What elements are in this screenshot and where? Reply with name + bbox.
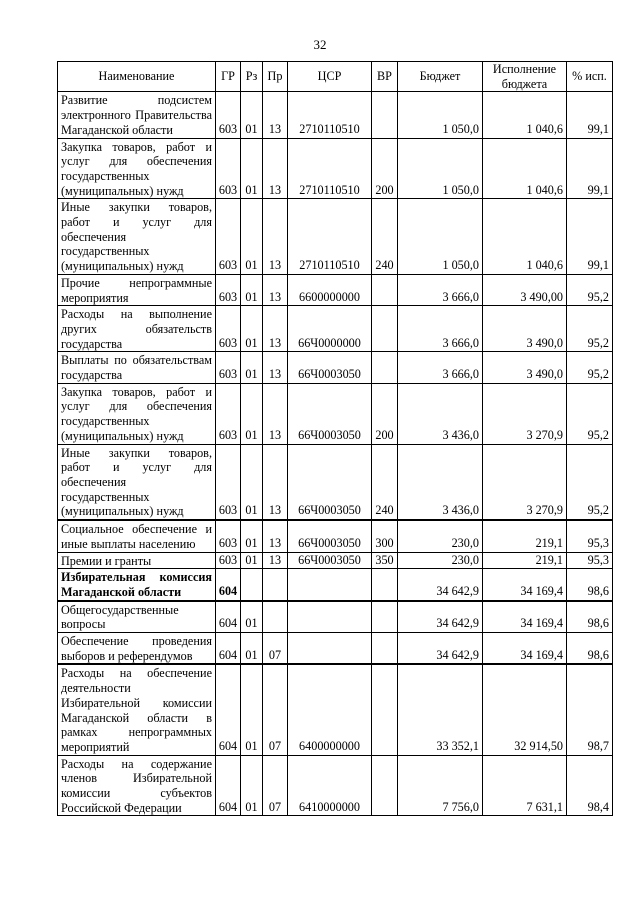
cell-rz: 01: [241, 138, 263, 199]
cell-rz: 01: [241, 633, 263, 665]
cell-percent: 95,2: [567, 274, 613, 305]
cell-rz: 01: [241, 274, 263, 305]
cell-budget: 3 666,0: [398, 306, 483, 352]
cell-budget: 1 050,0: [398, 138, 483, 199]
table-row: [58, 633, 613, 665]
cell-name: Премии и гранты: [58, 552, 216, 569]
cell-name: Развитие подсистем электронного Правительства Магаданской области: [58, 92, 216, 138]
cell-csr: [288, 601, 372, 633]
table-row: [58, 138, 613, 199]
header-row: [58, 62, 613, 92]
cell-percent: 98,6: [567, 633, 613, 665]
cell-rz: 01: [241, 352, 263, 383]
cell-name: Закупка товаров, работ и услуг для обеспечения государственных (муниципальных) нужд: [58, 138, 216, 199]
cell-execution: 219,1: [483, 520, 567, 552]
cell-execution: 32 914,50: [483, 664, 567, 755]
cell-csr: 66Ч0000000: [288, 306, 372, 352]
cell-csr: 66Ч0003050: [288, 444, 372, 520]
cell-percent: 99,1: [567, 92, 613, 138]
cell-execution: 7 631,1: [483, 755, 567, 816]
cell-execution: 3 490,00: [483, 274, 567, 305]
cell-vr: 200: [372, 138, 398, 199]
cell-percent: 98,4: [567, 755, 613, 816]
header-execution: Исполнение бюджета: [483, 62, 567, 92]
cell-percent: 95,2: [567, 306, 613, 352]
cell-csr: 66Ч0003050: [288, 552, 372, 569]
cell-name: Закупка товаров, работ и услуг для обеспечения государственных (муниципальных) нужд: [58, 383, 216, 444]
header-csr: ЦСР: [288, 62, 372, 92]
cell-budget: 1 050,0: [398, 199, 483, 275]
cell-rz: 01: [241, 755, 263, 816]
cell-percent: 98,6: [567, 569, 613, 601]
cell-rz: 01: [241, 444, 263, 520]
cell-rz: 01: [241, 92, 263, 138]
cell-percent: 95,3: [567, 520, 613, 552]
cell-name: Прочие непрограммные мероприятия: [58, 274, 216, 305]
cell-vr: 350: [372, 552, 398, 569]
cell-budget: 3 666,0: [398, 274, 483, 305]
cell-budget: 3 666,0: [398, 352, 483, 383]
cell-vr: [372, 633, 398, 665]
header-pr: Пр: [263, 62, 288, 92]
table-row: [58, 755, 613, 816]
cell-vr: 240: [372, 444, 398, 520]
cell-percent: 99,1: [567, 199, 613, 275]
cell-budget: 230,0: [398, 552, 483, 569]
cell-vr: 200: [372, 383, 398, 444]
cell-execution: 34 169,4: [483, 633, 567, 665]
cell-execution: 34 169,4: [483, 569, 567, 601]
cell-gr: 604: [216, 755, 241, 816]
cell-pr: 07: [263, 633, 288, 665]
header-gr: ГР: [216, 62, 241, 92]
cell-gr: 603: [216, 92, 241, 138]
cell-execution: 1 040,6: [483, 92, 567, 138]
table-row: [58, 352, 613, 383]
table-row: [58, 601, 613, 633]
cell-percent: 95,3: [567, 552, 613, 569]
cell-csr: 66Ч0003050: [288, 520, 372, 552]
cell-rz: 01: [241, 601, 263, 633]
cell-pr: 13: [263, 444, 288, 520]
cell-rz: 01: [241, 664, 263, 755]
cell-rz: 01: [241, 552, 263, 569]
header-vr: ВР: [372, 62, 398, 92]
cell-gr: 603: [216, 383, 241, 444]
cell-gr: 603: [216, 199, 241, 275]
cell-name: Расходы на содержание членов Избирательной комиссии субъектов Российской Федерации: [58, 755, 216, 816]
cell-budget: 3 436,0: [398, 444, 483, 520]
cell-csr: 66Ч0003050: [288, 352, 372, 383]
table-row: [58, 664, 613, 755]
cell-execution: 219,1: [483, 552, 567, 569]
header-name: Наименование: [58, 62, 216, 92]
cell-budget: 7 756,0: [398, 755, 483, 816]
cell-csr: [288, 633, 372, 665]
cell-pr: 07: [263, 664, 288, 755]
cell-gr: 603: [216, 138, 241, 199]
cell-execution: 34 169,4: [483, 601, 567, 633]
cell-csr: 2710110510: [288, 138, 372, 199]
cell-vr: 240: [372, 199, 398, 275]
cell-vr: [372, 601, 398, 633]
cell-gr: 604: [216, 664, 241, 755]
cell-budget: 33 352,1: [398, 664, 483, 755]
cell-execution: 1 040,6: [483, 199, 567, 275]
cell-csr: 6410000000: [288, 755, 372, 816]
cell-gr: 604: [216, 633, 241, 665]
cell-vr: [372, 569, 398, 601]
page-number: 32: [313, 37, 327, 52]
cell-pr: 13: [263, 520, 288, 552]
cell-csr: 66Ч0003050: [288, 383, 372, 444]
cell-percent: 98,6: [567, 601, 613, 633]
cell-execution: 3 490,0: [483, 306, 567, 352]
cell-name: Расходы на выполнение других обязательств государства: [58, 306, 216, 352]
cell-execution: 3 490,0: [483, 352, 567, 383]
cell-vr: [372, 755, 398, 816]
cell-csr: 2710110510: [288, 199, 372, 275]
cell-vr: [372, 274, 398, 305]
cell-pr: 13: [263, 352, 288, 383]
table-row: [58, 274, 613, 305]
cell-percent: 98,7: [567, 664, 613, 755]
cell-execution: 1 040,6: [483, 138, 567, 199]
cell-csr: 2710110510: [288, 92, 372, 138]
cell-gr: 603: [216, 552, 241, 569]
cell-execution: 3 270,9: [483, 444, 567, 520]
cell-csr: [288, 569, 372, 601]
cell-budget: 1 050,0: [398, 92, 483, 138]
cell-pr: [263, 569, 288, 601]
cell-name: Расходы на обеспечение деятельности Избирательной комиссии Магаданской области в рамках непрограммных мероприятий: [58, 664, 216, 755]
cell-pr: 07: [263, 755, 288, 816]
table-row: [58, 552, 613, 569]
cell-vr: [372, 352, 398, 383]
table-row: [58, 383, 613, 444]
header-budget: Бюджет: [398, 62, 483, 92]
cell-pr: 13: [263, 92, 288, 138]
cell-execution: 3 270,9: [483, 383, 567, 444]
cell-budget: 34 642,9: [398, 601, 483, 633]
cell-gr: 603: [216, 520, 241, 552]
cell-percent: 95,2: [567, 383, 613, 444]
cell-gr: 603: [216, 274, 241, 305]
cell-vr: [372, 92, 398, 138]
cell-budget: 34 642,9: [398, 569, 483, 601]
cell-budget: 230,0: [398, 520, 483, 552]
table-row: [58, 92, 613, 138]
cell-name: Общегосударственные вопросы: [58, 601, 216, 633]
cell-csr: 6400000000: [288, 664, 372, 755]
cell-gr: 603: [216, 444, 241, 520]
cell-pr: 13: [263, 274, 288, 305]
cell-gr: 604: [216, 569, 241, 601]
cell-name: Иные закупки товаров, работ и услуг для обеспечения государственных (муниципальных) нужд: [58, 199, 216, 275]
table-row: [58, 199, 613, 275]
cell-pr: 13: [263, 552, 288, 569]
cell-gr: 603: [216, 306, 241, 352]
header-percent: % исп.: [567, 62, 613, 92]
cell-name: Выплаты по обязательствам государства: [58, 352, 216, 383]
header-rz: Рз: [241, 62, 263, 92]
cell-name: Избирательная комиссия Магаданской области: [58, 569, 216, 601]
cell-pr: 13: [263, 306, 288, 352]
budget-table: [57, 61, 613, 816]
table-row: [58, 306, 613, 352]
cell-percent: 95,2: [567, 444, 613, 520]
cell-rz: [241, 569, 263, 601]
cell-gr: 603: [216, 352, 241, 383]
cell-rz: 01: [241, 199, 263, 275]
cell-pr: 13: [263, 383, 288, 444]
cell-rz: 01: [241, 520, 263, 552]
cell-pr: 13: [263, 138, 288, 199]
cell-percent: 95,2: [567, 352, 613, 383]
table-row: [58, 520, 613, 552]
table-row: [58, 569, 613, 601]
cell-vr: [372, 664, 398, 755]
cell-pr: [263, 601, 288, 633]
cell-gr: 604: [216, 601, 241, 633]
cell-vr: [372, 306, 398, 352]
cell-rz: 01: [241, 306, 263, 352]
cell-pr: 13: [263, 199, 288, 275]
cell-name: Обеспечение проведения выборов и референдумов: [58, 633, 216, 665]
cell-percent: 99,1: [567, 138, 613, 199]
table-row: [58, 444, 613, 520]
cell-name: Социальное обеспечение и иные выплаты населению: [58, 520, 216, 552]
cell-vr: 300: [372, 520, 398, 552]
cell-csr: 6600000000: [288, 274, 372, 305]
cell-budget: 3 436,0: [398, 383, 483, 444]
cell-budget: 34 642,9: [398, 633, 483, 665]
cell-rz: 01: [241, 383, 263, 444]
cell-name: Иные закупки товаров, работ и услуг для обеспечения государственных (муниципальных) нужд: [58, 444, 216, 520]
